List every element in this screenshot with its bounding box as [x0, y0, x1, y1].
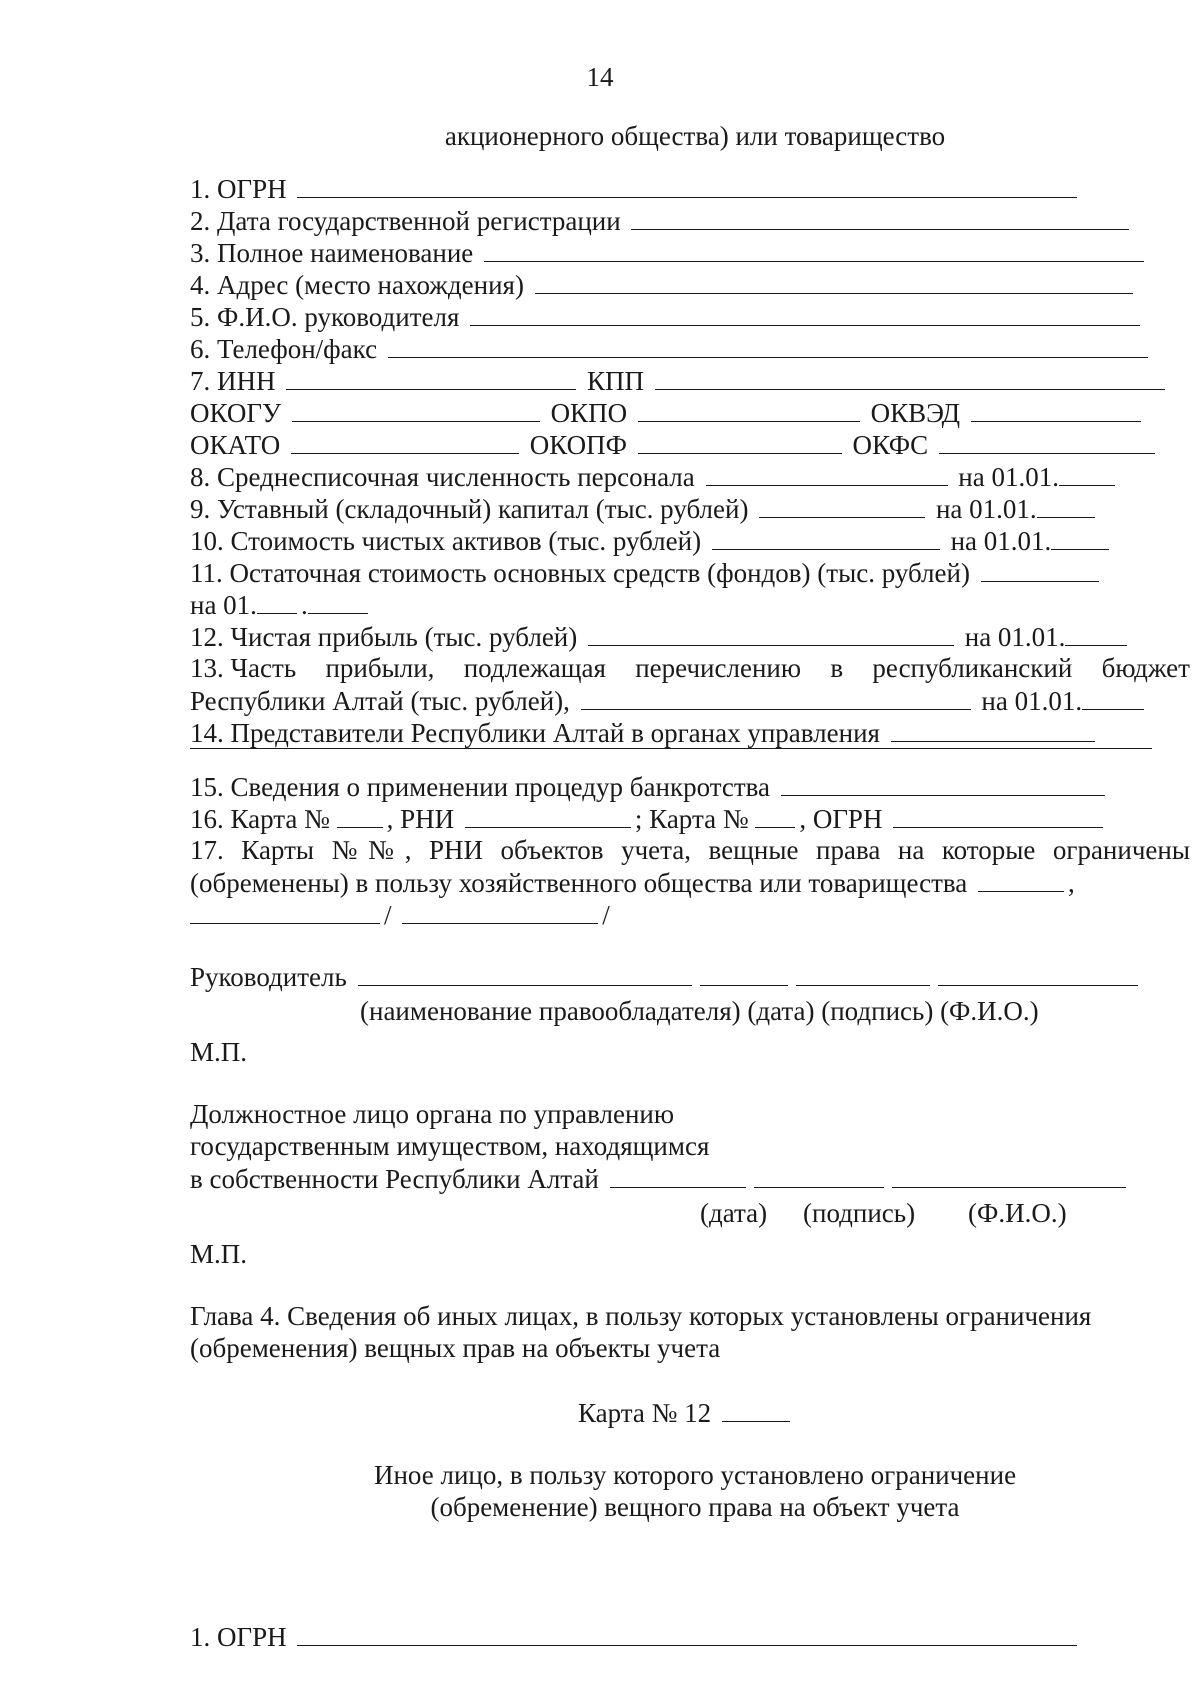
official-caption-fio: (Ф.И.О.) [968, 1198, 1067, 1228]
other-person-heading-line1: Иное лицо, в пользу которого установлено ограничение [373, 1460, 1017, 1490]
chapter-heading-line1: Глава 4. Сведения об иных лицах, в пользу которых установлены ограничения [190, 1301, 1092, 1331]
field-cards-rni-line2: (обременены) в пользу хозяйственного общества или товарищества , [190, 868, 1075, 898]
field-net-profit: 12. Чистая прибыль (тыс. рублей) на 01.01. [190, 620, 1131, 652]
field-cards-rni-line1: 17. Карты №№, РНИ объектов учета, вещные права на которые ограничены [190, 835, 1190, 865]
field-profit-share-line2: Республики Алтай (тыс. рублей), на 01.01. [190, 684, 1148, 716]
chapter-heading-line2: (обременения) вещных прав на объекты учета [190, 1333, 721, 1363]
field-full-name: 3. Полное наименование [190, 236, 1148, 268]
field-phone-fax: 6. Телефон/факс [190, 332, 1152, 364]
page-number: 14 [586, 62, 614, 92]
director-signature-line: Руководитель [190, 960, 1142, 992]
field-ogrn-other: 1. ОГРН [190, 1620, 1081, 1652]
stamp-label-2: М.П. [190, 1239, 248, 1269]
field-okato-okopf-okfs: ОКАТО ОКОПФ ОКФС [190, 428, 1159, 460]
official-caption-date: (дата) [700, 1198, 768, 1228]
field-ogrn: 1. ОГРН [190, 172, 1081, 204]
field-cards-rni-line3: / / [190, 898, 610, 930]
field-headcount: 8. Среднесписочная численность персонала на 01.01. [190, 460, 1119, 492]
heading-continuation: акционерного общества) или товарищество [444, 121, 946, 151]
official-line-1: Должностное лицо органа по управлению [190, 1099, 675, 1129]
stamp-label-1: М.П. [190, 1037, 248, 1067]
official-line-3: в собственности Республики Алтай [190, 1162, 1130, 1194]
director-signature-caption: (наименование правообладателя) (дата) (подпись) (Ф.И.О.) [360, 996, 1039, 1026]
field-net-assets: 10. Стоимость чистых активов (тыс. рублей) на 01.01. [190, 524, 1113, 556]
field-inn-kpp: 7. ИНН КПП [190, 364, 1169, 396]
official-caption-signature: (подпись) [803, 1198, 916, 1228]
other-person-heading-line2: (обременение) вещного права на объект учета [430, 1492, 960, 1522]
official-line-2: государственным имуществом, находящимся [190, 1131, 710, 1161]
field-share-capital: 9. Уставный (складочный) капитал (тыс. рублей) на 01.01. [190, 492, 1099, 524]
field-address: 4. Адрес (место нахождения) [190, 268, 1137, 300]
field-bankruptcy: 15. Сведения о применении процедур банкротства [190, 770, 1109, 802]
field-card-rni: 16. Карта № , РНИ ; Карта № , ОГРН [190, 802, 1107, 834]
field-okogu-okpo-okved: ОКОГУ ОКПО ОКВЭД [190, 396, 1145, 428]
field-registration-date: 2. Дата государственной регистрации [190, 204, 1133, 236]
field-representatives: 14. Представители Республики Алтай в органах управления [190, 716, 1099, 748]
field-director: 5. Ф.И.О. руководителя [190, 300, 1144, 332]
field-residual-value-date: на 01. . [190, 588, 372, 620]
field-profit-share-line1: 13. Часть прибыли, подлежащая перечислению в республиканский бюджет [190, 653, 1190, 683]
representatives-extra-line [190, 748, 1152, 749]
field-residual-value: 11. Остаточная стоимость основных средств (фондов) (тыс. рублей) [190, 556, 1103, 588]
card-title: Карта № 12 [578, 1396, 794, 1428]
